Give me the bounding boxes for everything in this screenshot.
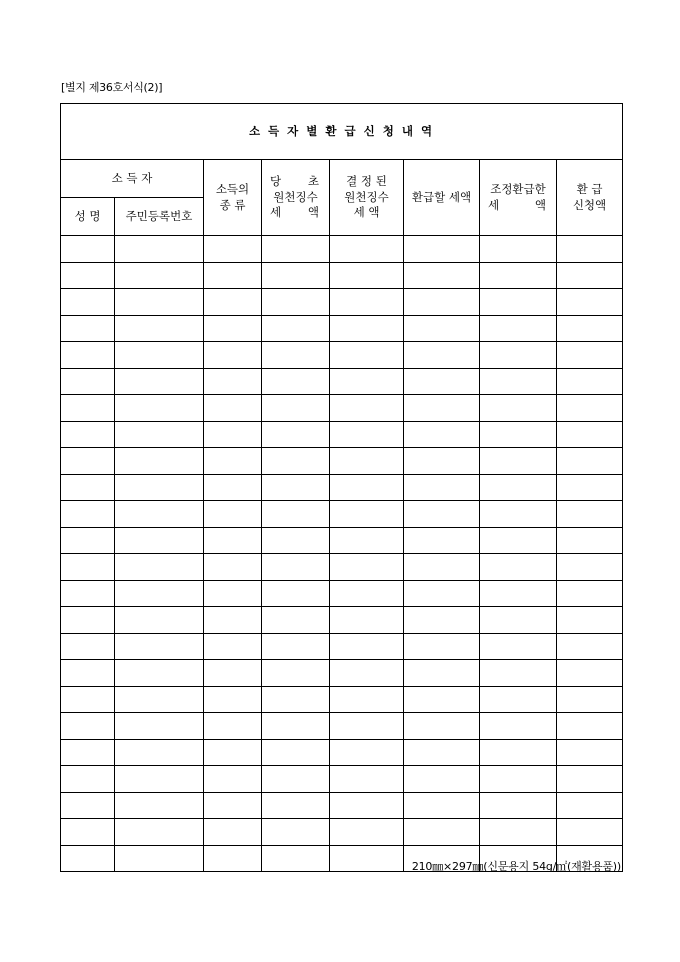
table-cell[interactable] — [404, 368, 480, 395]
header-adjusted-2b: 액 — [534, 197, 546, 212]
table-cell[interactable] — [557, 289, 623, 316]
header-decided-line3: 세 액 — [353, 205, 380, 220]
table-cell[interactable] — [404, 236, 480, 263]
table-cell[interactable] — [61, 527, 115, 554]
table-cell[interactable] — [61, 501, 115, 528]
table-cell[interactable] — [480, 421, 557, 448]
table-cell[interactable] — [262, 448, 330, 475]
table-row — [61, 766, 623, 793]
table-cell[interactable] — [262, 819, 330, 846]
table-row — [61, 474, 623, 501]
table-cell[interactable] — [204, 633, 262, 660]
table-cell[interactable] — [204, 660, 262, 687]
table-row — [61, 236, 623, 263]
table-cell[interactable] — [404, 554, 480, 581]
table-cell[interactable] — [404, 660, 480, 687]
table-cell[interactable] — [204, 474, 262, 501]
table-cell[interactable] — [480, 660, 557, 687]
table-cell[interactable] — [115, 819, 204, 846]
table-row — [61, 289, 623, 316]
table-cell[interactable] — [204, 792, 262, 819]
table-row — [61, 633, 623, 660]
header-initial-a: 당 — [270, 174, 282, 189]
table-row — [61, 395, 623, 422]
table-cell[interactable] — [404, 713, 480, 740]
table-cell[interactable] — [61, 660, 115, 687]
table-cell[interactable] — [262, 607, 330, 634]
table-cell[interactable] — [557, 819, 623, 846]
table-cell[interactable] — [330, 819, 404, 846]
table-cell[interactable] — [61, 819, 115, 846]
table-cell[interactable] — [330, 713, 404, 740]
header-decided-line2: 원천징수 — [344, 189, 389, 204]
table-cell[interactable] — [480, 368, 557, 395]
table-cell[interactable] — [115, 395, 204, 422]
table-cell[interactable] — [330, 342, 404, 369]
table-cell[interactable] — [61, 554, 115, 581]
table-cell[interactable] — [115, 368, 204, 395]
table-cell[interactable] — [557, 368, 623, 395]
table-cell[interactable] — [557, 395, 623, 422]
table-cell[interactable] — [330, 368, 404, 395]
header-initial-line3 — [262, 205, 329, 221]
table-cell[interactable] — [204, 607, 262, 634]
table-cell[interactable] — [330, 660, 404, 687]
table-cell[interactable] — [330, 580, 404, 607]
table-cell[interactable] — [262, 289, 330, 316]
table-cell[interactable] — [115, 342, 204, 369]
table-cell[interactable] — [204, 368, 262, 395]
table-row — [61, 262, 623, 289]
table-cell[interactable] — [262, 474, 330, 501]
table-cell[interactable] — [115, 845, 204, 872]
header-adjusted-line2 — [480, 198, 556, 214]
table-cell[interactable] — [404, 686, 480, 713]
header-initial-line1 — [262, 174, 329, 190]
table-cell[interactable] — [404, 395, 480, 422]
table-cell[interactable] — [480, 501, 557, 528]
table-cell[interactable] — [115, 660, 204, 687]
header-name: 성 명 — [61, 198, 115, 236]
table-cell[interactable] — [115, 289, 204, 316]
header-resident-number: 주민등록번호 — [115, 198, 204, 236]
table-cell[interactable] — [557, 792, 623, 819]
table-cell[interactable] — [61, 686, 115, 713]
table-cell[interactable] — [480, 633, 557, 660]
table-row — [61, 607, 623, 634]
table-cell[interactable] — [262, 395, 330, 422]
table-cell[interactable] — [330, 607, 404, 634]
table-cell[interactable] — [404, 792, 480, 819]
table-cell[interactable] — [204, 289, 262, 316]
table-cell[interactable] — [262, 262, 330, 289]
table-cell[interactable] — [61, 448, 115, 475]
table-cell[interactable] — [330, 395, 404, 422]
table-cell[interactable] — [480, 236, 557, 263]
table-cell[interactable] — [557, 554, 623, 581]
table-cell[interactable] — [115, 527, 204, 554]
table-cell[interactable] — [61, 792, 115, 819]
header-initial-3b: 액 — [307, 205, 319, 220]
table-cell[interactable] — [61, 607, 115, 634]
table-cell[interactable] — [557, 474, 623, 501]
table-cell[interactable] — [557, 262, 623, 289]
table-cell[interactable] — [61, 395, 115, 422]
table-cell[interactable] — [262, 527, 330, 554]
table-cell[interactable] — [61, 713, 115, 740]
table-cell[interactable] — [404, 580, 480, 607]
table-cell[interactable] — [557, 448, 623, 475]
table-cell[interactable] — [262, 368, 330, 395]
table-cell[interactable] — [61, 315, 115, 342]
table-cell[interactable] — [204, 448, 262, 475]
table-cell[interactable] — [61, 368, 115, 395]
table-cell[interactable] — [204, 236, 262, 263]
table-cell[interactable] — [262, 766, 330, 793]
table-cell[interactable] — [330, 448, 404, 475]
table-cell[interactable] — [204, 554, 262, 581]
table-cell[interactable] — [480, 819, 557, 846]
table-cell[interactable] — [61, 236, 115, 263]
table-cell[interactable] — [404, 289, 480, 316]
table-cell[interactable] — [330, 315, 404, 342]
table-cell[interactable] — [557, 660, 623, 687]
table-cell[interactable] — [330, 686, 404, 713]
table-cell[interactable] — [262, 501, 330, 528]
table-cell[interactable] — [480, 686, 557, 713]
table-cell[interactable] — [262, 686, 330, 713]
table-cell[interactable] — [115, 607, 204, 634]
table-cell[interactable] — [204, 819, 262, 846]
table-cell[interactable] — [262, 633, 330, 660]
header-adjusted-line1: 조정환급한 — [490, 181, 546, 196]
table-cell[interactable] — [480, 448, 557, 475]
table-cell[interactable] — [262, 660, 330, 687]
table-cell[interactable] — [557, 739, 623, 766]
table-cell[interactable] — [330, 554, 404, 581]
table-row — [61, 580, 623, 607]
table-row — [61, 527, 623, 554]
table-cell[interactable] — [330, 766, 404, 793]
header-income-type — [204, 160, 262, 236]
table-cell[interactable] — [204, 395, 262, 422]
table-cell[interactable] — [330, 792, 404, 819]
table-cell[interactable] — [557, 315, 623, 342]
table-cell[interactable] — [480, 315, 557, 342]
table-cell[interactable] — [330, 633, 404, 660]
table-row — [61, 448, 623, 475]
header-income-type-line2: 종 류 — [219, 197, 246, 212]
table-cell[interactable] — [404, 819, 480, 846]
table-row — [61, 686, 623, 713]
table-cell[interactable] — [330, 527, 404, 554]
data-rows — [61, 236, 623, 872]
table-cell[interactable] — [480, 527, 557, 554]
table-cell[interactable] — [61, 474, 115, 501]
paper-spec-footer: 210㎜×297㎜(신문용지 54g/㎡(재활용품)) — [411, 860, 621, 873]
table-cell[interactable] — [262, 739, 330, 766]
table-cell[interactable] — [115, 421, 204, 448]
table-cell[interactable] — [480, 607, 557, 634]
table-cell[interactable] — [404, 342, 480, 369]
table-cell[interactable] — [404, 607, 480, 634]
table-cell[interactable] — [204, 342, 262, 369]
table-cell[interactable] — [557, 686, 623, 713]
table-cell[interactable] — [262, 845, 330, 872]
table-cell[interactable] — [204, 421, 262, 448]
table-cell[interactable] — [480, 262, 557, 289]
table-cell[interactable] — [557, 580, 623, 607]
table-cell[interactable] — [404, 262, 480, 289]
table-cell[interactable] — [115, 580, 204, 607]
table-cell[interactable] — [204, 739, 262, 766]
table-cell[interactable] — [404, 766, 480, 793]
table-row — [61, 660, 623, 687]
table-cell[interactable] — [330, 474, 404, 501]
table-row — [61, 739, 623, 766]
header-refund-req-line1: 환 급 — [576, 181, 603, 196]
header-income-type-line1: 소득의 — [215, 181, 250, 196]
table-cell[interactable] — [480, 395, 557, 422]
header-initial-withholding — [262, 160, 330, 236]
table-cell[interactable] — [262, 236, 330, 263]
table-cell[interactable] — [404, 474, 480, 501]
table-cell[interactable] — [115, 633, 204, 660]
table-cell[interactable] — [330, 739, 404, 766]
table-cell[interactable] — [404, 448, 480, 475]
table-cell[interactable] — [262, 713, 330, 740]
table-cell[interactable] — [330, 421, 404, 448]
table-cell[interactable] — [557, 766, 623, 793]
table-cell[interactable] — [262, 421, 330, 448]
table-cell[interactable] — [61, 739, 115, 766]
table-cell[interactable] — [557, 342, 623, 369]
table-cell[interactable] — [557, 527, 623, 554]
table-cell[interactable] — [480, 554, 557, 581]
table-cell[interactable] — [115, 554, 204, 581]
table-cell[interactable] — [480, 792, 557, 819]
header-refund-request-amount — [557, 160, 623, 236]
table-cell[interactable] — [262, 342, 330, 369]
table-cell[interactable] — [404, 421, 480, 448]
table-cell[interactable] — [115, 686, 204, 713]
header-earner-group: 소 득 자 — [61, 160, 204, 198]
table-cell[interactable] — [330, 501, 404, 528]
table-row — [61, 819, 623, 846]
table-cell[interactable] — [404, 501, 480, 528]
table-cell[interactable] — [115, 474, 204, 501]
header-refund-tax: 환급할 세액 — [404, 160, 480, 236]
table-cell[interactable] — [480, 766, 557, 793]
header-adjusted-refund — [480, 160, 557, 236]
header-adjusted-2a: 세 — [488, 197, 500, 212]
table-cell[interactable] — [61, 580, 115, 607]
table-cell[interactable] — [404, 633, 480, 660]
form-number-label: [별지 제36호서식(2)] — [61, 81, 163, 94]
table-cell[interactable] — [404, 315, 480, 342]
table-cell[interactable] — [115, 315, 204, 342]
header-decided-withholding — [330, 160, 404, 236]
table-row — [61, 421, 623, 448]
table-cell[interactable] — [262, 554, 330, 581]
table-cell[interactable] — [204, 580, 262, 607]
table-cell[interactable] — [61, 421, 115, 448]
table-cell[interactable] — [204, 315, 262, 342]
table-cell[interactable] — [204, 713, 262, 740]
table-cell[interactable] — [404, 527, 480, 554]
table-cell[interactable] — [557, 633, 623, 660]
table-cell[interactable] — [330, 236, 404, 263]
table-cell[interactable] — [204, 686, 262, 713]
table-cell[interactable] — [61, 633, 115, 660]
table-cell[interactable] — [115, 501, 204, 528]
table-cell[interactable] — [115, 766, 204, 793]
header-initial-3a: 세 — [270, 205, 282, 220]
table-cell[interactable] — [480, 739, 557, 766]
table-cell[interactable] — [557, 713, 623, 740]
table-cell[interactable] — [204, 501, 262, 528]
table-cell[interactable] — [115, 739, 204, 766]
table-row — [61, 501, 623, 528]
table-cell[interactable] — [557, 421, 623, 448]
table-cell[interactable] — [204, 766, 262, 793]
table-cell[interactable] — [557, 607, 623, 634]
table-cell[interactable] — [480, 289, 557, 316]
table-row — [61, 554, 623, 581]
table-cell[interactable] — [115, 792, 204, 819]
table-cell[interactable] — [480, 580, 557, 607]
table-cell[interactable] — [330, 262, 404, 289]
form-title: 소 득 자 별 환 급 신 청 내 역 — [61, 104, 623, 160]
table-row — [61, 368, 623, 395]
table-cell[interactable] — [262, 580, 330, 607]
table-cell[interactable] — [61, 262, 115, 289]
table-cell[interactable] — [262, 792, 330, 819]
table-cell[interactable] — [262, 315, 330, 342]
refund-request-table — [60, 103, 623, 872]
header-initial-line2: 원천징수 — [273, 189, 318, 204]
table-row — [61, 315, 623, 342]
table-cell[interactable] — [557, 501, 623, 528]
table-cell[interactable] — [115, 262, 204, 289]
table-cell[interactable] — [61, 845, 115, 872]
table-cell[interactable] — [480, 474, 557, 501]
table-cell[interactable] — [204, 845, 262, 872]
table-cell[interactable] — [480, 342, 557, 369]
table-row — [61, 792, 623, 819]
table-row — [61, 713, 623, 740]
table-cell[interactable] — [61, 342, 115, 369]
table-cell[interactable] — [115, 713, 204, 740]
table-cell[interactable] — [61, 766, 115, 793]
table-cell[interactable] — [204, 262, 262, 289]
table-cell[interactable] — [480, 713, 557, 740]
header-refund-req-line2: 신청액 — [572, 197, 607, 212]
table-row — [61, 342, 623, 369]
table-cell[interactable] — [115, 448, 204, 475]
table-cell[interactable] — [115, 236, 204, 263]
table-cell[interactable] — [204, 527, 262, 554]
table-cell[interactable] — [330, 845, 404, 872]
table-cell[interactable] — [330, 289, 404, 316]
header-initial-b: 초 — [307, 174, 319, 189]
header-decided-line1: 결 정 된 — [346, 174, 387, 189]
table-cell[interactable] — [61, 289, 115, 316]
table-cell[interactable] — [557, 236, 623, 263]
table-cell[interactable] — [404, 739, 480, 766]
